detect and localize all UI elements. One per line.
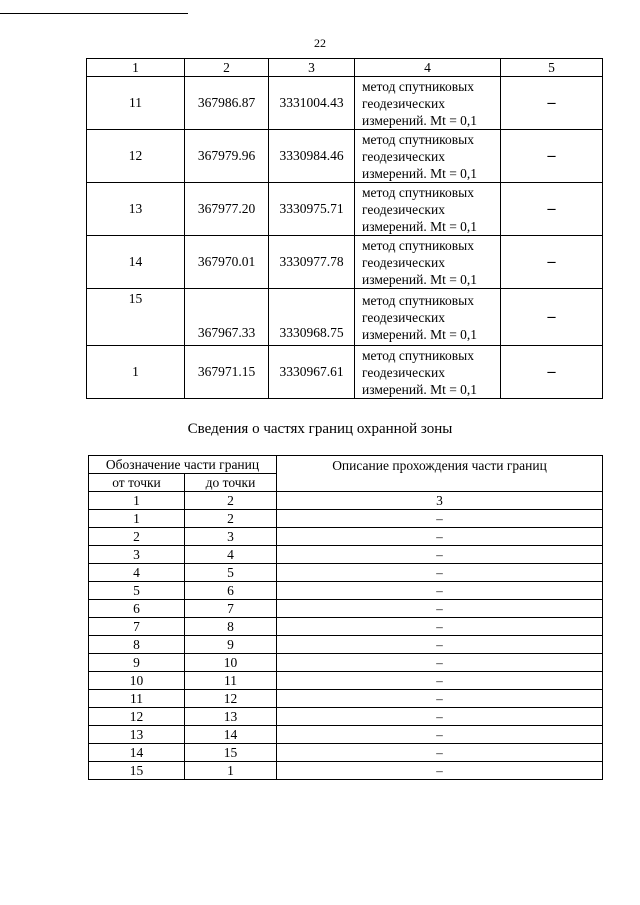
to-point: 3 — [185, 528, 277, 546]
from-point: 8 — [89, 636, 185, 654]
description: – — [277, 690, 603, 708]
description: – — [277, 654, 603, 672]
point-number: 12 — [87, 130, 185, 183]
description: – — [277, 672, 603, 690]
method-line: метод спутниковых — [362, 184, 474, 200]
from-point: 6 — [89, 600, 185, 618]
page-number: 22 — [314, 36, 326, 50]
table-row — [87, 130, 603, 183]
method-line: геодезических — [362, 148, 445, 164]
method-cell — [355, 183, 501, 236]
note-cell: – — [501, 130, 603, 183]
method-cell — [355, 236, 501, 289]
method-line: измерений. Mt = 0,1 — [362, 326, 478, 342]
note-cell: – — [501, 183, 603, 236]
from-point: 2 — [89, 528, 185, 546]
table-row — [89, 618, 603, 636]
coord-x: 367967.33 — [185, 289, 269, 346]
table-row — [87, 183, 603, 236]
point-number: 15 — [87, 289, 185, 346]
description: – — [277, 600, 603, 618]
header-rule — [0, 13, 188, 14]
coord-y: 3330967.61 — [269, 346, 355, 399]
method-cell — [355, 289, 501, 346]
method-cell — [355, 346, 501, 399]
table-row — [89, 546, 603, 564]
from-point: 5 — [89, 582, 185, 600]
boundary-parts-table — [88, 455, 603, 780]
from-point: 11 — [89, 690, 185, 708]
description: – — [277, 618, 603, 636]
table-row — [87, 346, 603, 399]
note-cell: – — [501, 236, 603, 289]
coord-y: 3330968.75 — [269, 289, 355, 346]
method-cell — [355, 77, 501, 130]
description: – — [277, 744, 603, 762]
table-row — [89, 636, 603, 654]
description: – — [277, 636, 603, 654]
coord-y: 3330984.46 — [269, 130, 355, 183]
method-line: измерений. Mt = 0,1 — [362, 165, 478, 181]
table-row — [89, 600, 603, 618]
to-point: 5 — [185, 564, 277, 582]
from-point: 10 — [89, 672, 185, 690]
to-point: 2 — [185, 510, 277, 528]
from-point: 1 — [89, 510, 185, 528]
table-row — [89, 744, 603, 762]
coord-y: 3330977.78 — [269, 236, 355, 289]
method-line: геодезических — [362, 309, 445, 325]
note-cell: – — [501, 289, 603, 346]
table-row — [87, 289, 603, 346]
description: – — [277, 564, 603, 582]
header-desc-cell: Описание прохождения части границ — [277, 456, 603, 492]
from-point: 14 — [89, 744, 185, 762]
description: – — [277, 726, 603, 744]
method-line: геодезических — [362, 201, 445, 217]
method-line: метод спутниковых — [362, 292, 474, 308]
to-point: 9 — [185, 636, 277, 654]
to-point: 4 — [185, 546, 277, 564]
method-line: метод спутниковых — [362, 347, 474, 363]
table-row — [89, 762, 603, 780]
note-cell: – — [501, 346, 603, 399]
coords-header-cell: 1 — [87, 59, 185, 77]
coords-header-cell: 2 — [185, 59, 269, 77]
method-line: геодезических — [362, 364, 445, 380]
point-number: 1 — [87, 346, 185, 399]
coord-y: 3330975.71 — [269, 183, 355, 236]
header-group-cell: Обозначение части границ — [89, 456, 277, 474]
coordinates-table — [86, 58, 603, 399]
from-point: 7 — [89, 618, 185, 636]
to-point: 12 — [185, 690, 277, 708]
table-row — [89, 690, 603, 708]
numbering-cell: 1 — [89, 492, 185, 510]
method-line: геодезических — [362, 95, 445, 111]
coord-x: 367970.01 — [185, 236, 269, 289]
method-line: измерений. Mt = 0,1 — [362, 381, 478, 397]
method-line: измерений. Mt = 0,1 — [362, 218, 478, 234]
method-line: метод спутниковых — [362, 78, 474, 94]
from-point: 4 — [89, 564, 185, 582]
parts-numbering-row — [89, 492, 603, 510]
table-row — [89, 654, 603, 672]
coord-x: 367971.15 — [185, 346, 269, 399]
point-number: 11 — [87, 77, 185, 130]
to-point: 7 — [185, 600, 277, 618]
coord-x: 367986.87 — [185, 77, 269, 130]
from-point: 9 — [89, 654, 185, 672]
coords-header-cell: 5 — [501, 59, 603, 77]
method-line: измерений. Mt = 0,1 — [362, 271, 478, 287]
coord-x: 367977.20 — [185, 183, 269, 236]
from-point: 12 — [89, 708, 185, 726]
to-point: 1 — [185, 762, 277, 780]
header-from-cell: от точки — [89, 474, 185, 492]
header-to-cell: до точки — [185, 474, 277, 492]
section-title: Сведения о частях границ охранной зоны — [187, 421, 453, 437]
parts-header-row — [89, 456, 603, 474]
table-row — [89, 726, 603, 744]
method-line: геодезических — [362, 254, 445, 270]
description: – — [277, 528, 603, 546]
coords-header-cell: 3 — [269, 59, 355, 77]
method-cell — [355, 130, 501, 183]
description: – — [277, 510, 603, 528]
description: – — [277, 582, 603, 600]
description: – — [277, 546, 603, 564]
table-row — [89, 510, 603, 528]
from-point: 15 — [89, 762, 185, 780]
table-row — [89, 564, 603, 582]
method-line: измерений. Mt = 0,1 — [362, 112, 478, 128]
point-number: 13 — [87, 183, 185, 236]
to-point: 8 — [185, 618, 277, 636]
to-point: 10 — [185, 654, 277, 672]
table-row — [87, 77, 603, 130]
table-row — [87, 236, 603, 289]
coord-y: 3331004.43 — [269, 77, 355, 130]
table-row — [89, 582, 603, 600]
table-row — [89, 528, 603, 546]
coords-header-row — [87, 59, 603, 77]
numbering-cell: 3 — [277, 492, 603, 510]
coord-x: 367979.96 — [185, 130, 269, 183]
to-point: 11 — [185, 672, 277, 690]
from-point: 13 — [89, 726, 185, 744]
to-point: 14 — [185, 726, 277, 744]
from-point: 3 — [89, 546, 185, 564]
to-point: 13 — [185, 708, 277, 726]
to-point: 6 — [185, 582, 277, 600]
method-line: метод спутниковых — [362, 131, 474, 147]
numbering-cell: 2 — [185, 492, 277, 510]
method-line: метод спутниковых — [362, 237, 474, 253]
to-point: 15 — [185, 744, 277, 762]
point-number: 14 — [87, 236, 185, 289]
table-row — [89, 672, 603, 690]
description: – — [277, 762, 603, 780]
coords-header-cell: 4 — [355, 59, 501, 77]
note-cell: – — [501, 77, 603, 130]
description: – — [277, 708, 603, 726]
table-row — [89, 708, 603, 726]
